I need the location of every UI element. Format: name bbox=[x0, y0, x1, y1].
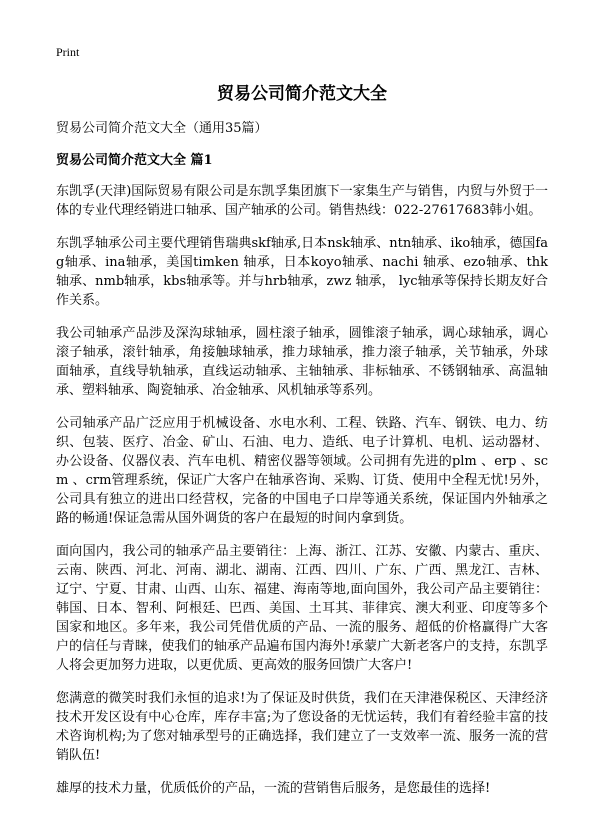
print-label: Print bbox=[56, 45, 80, 59]
section-heading: 贸易公司简介范文大全 篇1 bbox=[56, 153, 213, 168]
document-title: 贸易公司简介范文大全 bbox=[217, 84, 387, 104]
paragraph-7: 雄厚的技术力量，优质低价的产品，一流的营销售后服务，是您最佳的选择! bbox=[56, 781, 491, 796]
paragraph-1: 东凯孚(天津)国际贸易有限公司是东凯孚集团旗下一家集生产与销售，内贸与外贸于一体的专业代理经销进口轴承、国产轴承的公司。销售热线：022-27617683韩小姐。 bbox=[56, 184, 548, 218]
paragraph-4: 公司轴承产品广泛应用于机械设备、水电水利、工程、铁路、汽车、钢铁、电力、纺织、包装、医疗、冶金、矿山、石油、电力、造纸、电子计算机、电机、运动器材、办公设备、仪器仪表、汽车电机、精密仪器等领域。公司拥有先进的plm 、erp 、scm 、crm管理系统，保证广大客户在轴承咨询、采购、订货、使用中全程无忧!另外，公司具有独立的进出口经营权，完备的中国电子口岸等通关系统，保证国内外轴承之路的畅通!保证急需从国外调货的客户在最短的时间内拿到货。 bbox=[56, 416, 548, 526]
paragraph-3: 我公司轴承产品涉及深沟球轴承，圆柱滚子轴承，圆锥滚子轴承，调心球轴承，调心滚子轴承，滚针轴承，角接触球轴承，推力球轴承，推力滚子轴承，关节轴承，外球面轴承，直线导轨轴承，直线运动轴承、主轴轴承、非标轴承、不锈钢轴承、高温轴承、塑料轴承、陶瓷轴承、冶金轴承、风机轴承等系列。 bbox=[56, 326, 548, 398]
paragraph-2: 东凯孚轴承公司主要代理销售瑞典skf轴承,日本nsk轴承、ntn轴承、iko轴承，德国fag轴承、ina轴承，美国timken 轴承，日本koyo轴承、nachi 轴承、ezo轴承、thk轴承、nmb轴承，kbs轴承等。并与hrb轴承，zwz 轴承， lyc轴承等保持长期友好合作关系。 bbox=[56, 236, 548, 308]
paragraph-6: 您满意的微笑时我们永恒的追求!为了保证及时供货，我们在天津港保税区、天津经济技术开发区设有中心仓库，库存丰富;为了您设备的无忧运转，我们有着经验丰富的技术咨询机构;为了您对轴承型号的正确选择，我们建立了一支效率一流、服务一流的营销队伍! bbox=[56, 691, 548, 763]
paragraph-5: 面向国内，我公司的轴承产品主要销往：上海、浙江、江苏、安徽、内蒙古、重庆、云南、陕西、河北、河南、湖北、湖南、江西、四川、广东、广西、黑龙江、吉林、辽宁、宁夏、甘肃、山西、山东、福建、海南等地,面向国外，我公司产品主要销往：韩国、日本、智利、阿根廷、巴西、美国、土耳其、菲律宾、澳大利亚、印度等多个国家和地区。多年来，我公司凭借优质的产品、一流的服务、超低的价格赢得广大客户的信任与青睐，使我们的轴承产品遍布国内海外!承蒙广大新老客户的支持，东凯孚人将会更加努力进取，以更优质、更高效的服务回馈广大客户! bbox=[56, 544, 548, 673]
document-subtitle: 贸易公司简介范文大全（通用35篇） bbox=[56, 121, 268, 136]
document-page bbox=[56, 44, 548, 798]
